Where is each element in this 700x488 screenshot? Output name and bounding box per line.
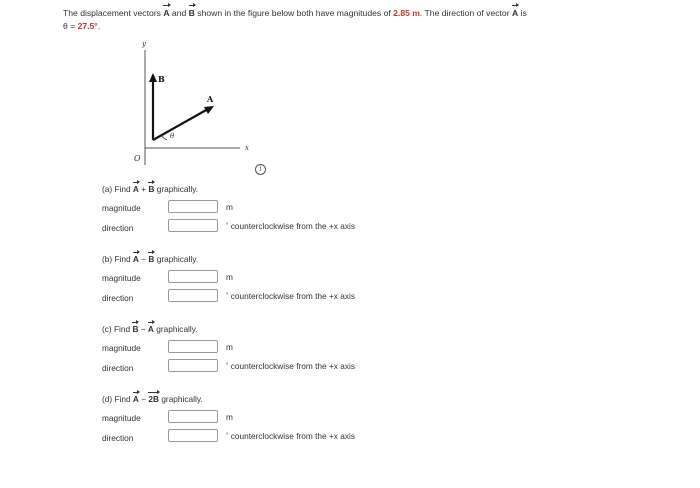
part-b-magnitude-label: magnitude <box>102 273 141 283</box>
part-c-heading <box>102 324 198 334</box>
part-a-magnitude-unit: m <box>226 202 233 212</box>
problem-period: . <box>97 21 101 31</box>
part-c-suffix: graphically. <box>156 324 198 334</box>
part-c-direction-unit: ° counterclockwise from the +x axis <box>226 361 356 371</box>
part-d-v1: A <box>132 394 139 404</box>
theta-equals: θ = <box>63 21 76 31</box>
part-b-find: (b) Find <box>102 254 131 264</box>
part-d-direction-unit: ° counterclockwise from the +x axis <box>226 431 356 441</box>
part-d-magnitude-label: magnitude <box>102 413 141 423</box>
part-d-direction-label: direction <box>102 433 134 443</box>
problem-text-2: shown in the figure below both have magnitudes of <box>197 8 391 18</box>
part-a-direction-unit: ° counterclockwise from the +x axis <box>226 221 356 231</box>
part-b-magnitude-input[interactable] <box>168 270 218 283</box>
vector-a-symbol-2: A <box>511 8 519 18</box>
part-a-magnitude-label: magnitude <box>102 203 141 213</box>
part-b-direction-input[interactable] <box>168 289 218 302</box>
part-d-magnitude-input[interactable] <box>168 410 218 423</box>
part-c-magnitude-unit: m <box>226 342 233 352</box>
vector-a-symbol: A <box>163 8 170 18</box>
vector-b-symbol: B <box>188 8 195 18</box>
part-b-op: − <box>141 254 147 264</box>
info-icon[interactable]: i <box>255 164 266 175</box>
part-c-v2: A <box>147 324 154 334</box>
part-c-v1: B <box>132 324 139 334</box>
part-a-find: (a) Find <box>102 184 131 194</box>
vector-b-label: B <box>158 74 165 84</box>
part-c-direction-label: direction <box>102 363 134 373</box>
problem-text-3: . The direction of vector <box>419 8 510 18</box>
problem-text-1: The displacement vectors <box>63 8 161 18</box>
y-axis-label: y <box>142 40 146 48</box>
vector-a-label: A <box>207 94 214 104</box>
part-d-v2: 2B <box>148 394 159 404</box>
part-d-suffix: graphically. <box>161 394 203 404</box>
problem-is: is <box>520 8 527 18</box>
part-a-suffix: graphically. <box>156 184 199 194</box>
part-b-magnitude-unit: m <box>226 272 233 282</box>
part-c-direction-input[interactable] <box>168 359 218 372</box>
part-c-op: − <box>140 324 146 334</box>
part-b-suffix: graphically. <box>156 254 199 264</box>
part-a-v2: B <box>148 184 155 194</box>
vector-figure <box>100 35 260 170</box>
magnitude-value: 2.85 m <box>393 8 420 18</box>
part-d-heading <box>102 394 203 404</box>
part-d-direction-input[interactable] <box>168 429 218 442</box>
part-b-heading <box>102 254 198 264</box>
x-axis-label: x <box>245 144 249 152</box>
problem-statement <box>63 7 683 33</box>
part-b-direction-unit: ° counterclockwise from the +x axis <box>226 291 356 301</box>
theta-arc <box>161 135 167 140</box>
part-d-op: − <box>141 394 147 404</box>
part-a-heading <box>102 184 198 194</box>
origin-label: O <box>134 154 141 163</box>
theta-label: θ <box>170 132 175 140</box>
problem-and: and <box>171 8 187 18</box>
part-b-direction-label: direction <box>102 293 134 303</box>
part-a-op: + <box>141 184 147 194</box>
part-b-v1: A <box>132 254 139 264</box>
angle-value: 27.5° <box>77 21 98 31</box>
part-a-v1: A <box>132 184 139 194</box>
part-a-direction-input[interactable] <box>168 219 218 232</box>
part-c-magnitude-label: magnitude <box>102 343 141 353</box>
part-c-find: (c) Find <box>102 324 131 334</box>
part-a-direction-label: direction <box>102 223 134 233</box>
part-a-magnitude-input[interactable] <box>168 200 218 213</box>
part-d-find: (d) Find <box>102 394 131 404</box>
part-d-magnitude-unit: m <box>226 412 233 422</box>
vector-b-arrowhead <box>149 73 157 82</box>
part-c-magnitude-input[interactable] <box>168 340 218 353</box>
part-b-v2: B <box>148 254 155 264</box>
